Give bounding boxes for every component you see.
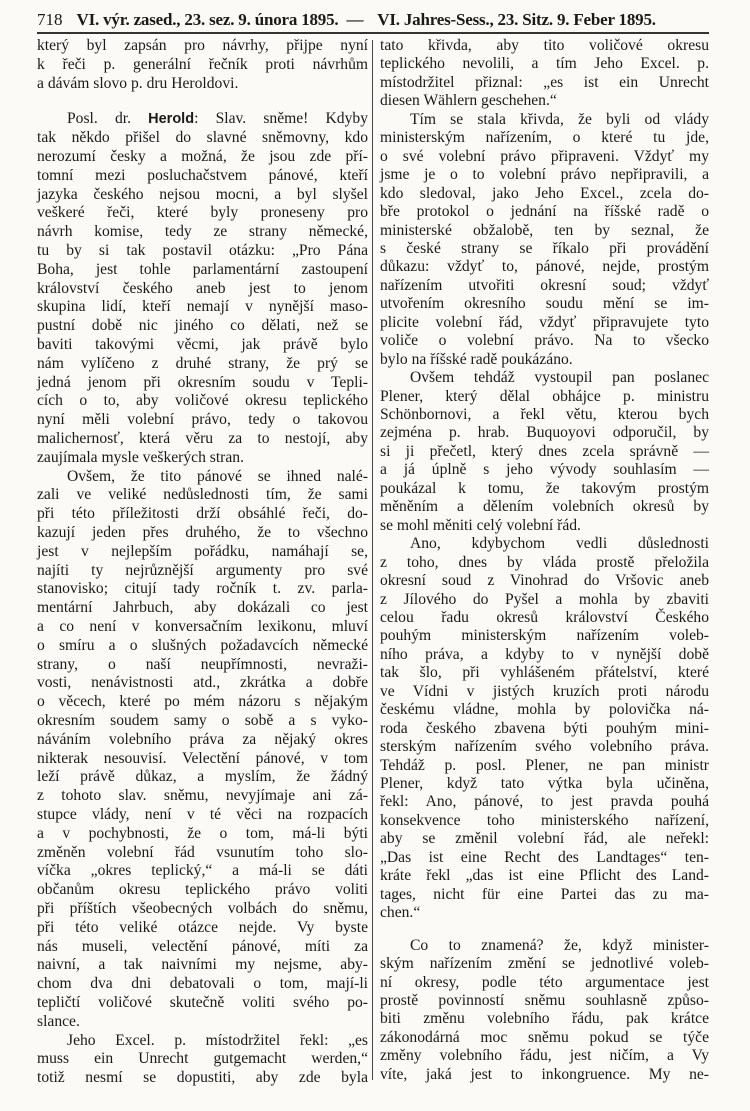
text-line: diesen Wählern geschehen.“ (380, 92, 557, 110)
text-line: jest v nejlepším pořádku, namáhají se, (37, 542, 368, 560)
text-line: Tehdáž p. posl. Plener, ne pan ministr (380, 756, 709, 774)
text-line: Ovšem tehdáž vystoupil pan poslanec (410, 369, 709, 387)
text-line: tak někdo přišel do slavné sněmovny, kdo (37, 129, 368, 147)
text-line: s české strany se říkalo při provádění (380, 239, 709, 257)
text-line: cích o to, aby voličové okresu teplického (37, 392, 368, 410)
text-line: změněn volební řád vsunutím toho slo- (37, 843, 368, 861)
text-line: zejména p. hrab. Buquoyovi odporučil, by (380, 424, 709, 442)
text-line: království českého aneb jest to jenom (37, 279, 368, 297)
text-line: zali ve veliké nedůslednosti tím, že sami (37, 486, 368, 504)
text-line: Tím se stala křivda, že byli od vlády (410, 110, 709, 128)
page-number: 718 (37, 10, 63, 29)
text-line: o smíru a o slušných požadavcích německé (37, 636, 368, 654)
text-line: „Das ist eine Recht des Landtages“ ten- (380, 848, 709, 866)
text-line: místodržitel přiznal: „es ist ein Unrecht (380, 73, 709, 91)
text-line: Co to znamená? že, když minister- (410, 936, 709, 954)
text-line: sterským nařízením svého volebního práva. (380, 738, 709, 756)
text-line: Plener, když tato výtka byla učiněna, (380, 775, 709, 792)
text-line: měněním a dělením volebních okresů by (380, 498, 709, 516)
text-line: slance. (37, 1012, 80, 1030)
text-line: pustní době nic jiného co dělati, než se (37, 317, 368, 335)
text-line: bře protokol o jednání na říšské radě o (380, 203, 709, 221)
text-line: ským nařízením změní se jednotlivé voleb- (380, 955, 709, 973)
text-line: si ji přečetl, který dnes zcela správně — (380, 442, 709, 460)
text-line: teplického nevolili, a tím Jeho Excel. p. (380, 55, 709, 73)
text-line: Jeho Excel. p. místodržitel řekl: „es (67, 1031, 368, 1049)
text-line: změny volebního řádu, jest ničím, a Vy (380, 1047, 709, 1065)
text-line: bylo na říšské radě poukázáno. (380, 350, 573, 368)
running-header (37, 6, 709, 30)
text-line: celou řadu okresů království Českého (380, 608, 709, 626)
text-line: baviti takovými věcmi, jak právě bylo (37, 336, 368, 353)
text-line: při příštích všeobecných volbách do sněmu, (37, 900, 368, 917)
text-line: strany, o naší neupřímnosti, nevraži- (37, 655, 368, 673)
text-line: náváním volebního práva za nějaký okres (37, 730, 368, 748)
line-text: : Slav. sněme! Kdyby (194, 110, 368, 128)
text-line: utvořením okresního soudu mění se im- (380, 295, 709, 313)
text-line: veškeré řeči, které byly proneseny pro (37, 204, 368, 222)
text-line: leží právě důkaz, a myslím, že žádný (37, 768, 368, 786)
header-german: VI. Jahres-Sess., 23. Sitz. 9. Feber 1895. (377, 10, 656, 29)
text-line: návrh komise, tedy ze strany německé, (37, 223, 368, 241)
text-line: skupina lidí, kteří nemají v nynější maso- (37, 298, 368, 316)
text-line: z Jílového do Pyšel a mohla by zbaviti (380, 590, 709, 608)
text-line: tepličtí voličové skutečně voliti svého po- (37, 994, 368, 1011)
text-line: tak šlo, při vyhlášeném přátelství, které (380, 664, 709, 682)
text-line: který byl zapsán pro návrhy, přijpe nyní (37, 37, 368, 54)
text-line: pouhým ministerským nařízením voleb- (380, 627, 709, 645)
text-line: jsme je o to volební právo nepřipravili, a (380, 166, 709, 184)
text-line: voliče o volební právo. Na to všecko (380, 332, 709, 350)
text-line: okresním soudem samy o sobě a s vyko- (37, 712, 368, 729)
text-line: biti změnu volebního řádu, pak krátce (380, 1010, 709, 1028)
text-line: nikterak nesouvisí. Velectění pánové, v tom (37, 749, 368, 767)
text-line: poukázal k tomu, že takovým prostým (380, 479, 709, 497)
text-line: tomní mezi posluchačstvem pánové, kteří (37, 166, 368, 184)
text-line: tages, nicht für eine Partei das zu ma- (380, 885, 709, 903)
text-line: nerozumí česky a možná, že jsou zde pří- (37, 148, 368, 165)
text-line: kdo sledoval, jako Jeho Excel., zcela do- (380, 184, 709, 202)
text-line: a co není v konversačním lexikonu, mluví (37, 618, 368, 635)
text-line: stanovisko; citují tady ročník t. zv. parla- (37, 580, 368, 598)
text-line: ního práva, a kdyby to v nynější době (380, 645, 709, 663)
text-line: ní okresy, podle této argumentace jest (380, 973, 709, 991)
header-rule (37, 32, 709, 34)
text-line: Boha, jest tohle parlamentární zastoupení (37, 260, 368, 278)
text-line: roda českého zbavena býti pouhým mini- (380, 719, 709, 737)
text-line: jedná jenom při okresním soudu v Tepli- (37, 373, 368, 391)
text-line: důkazu: vždyť to, pánové, nejde, prostým (380, 258, 709, 276)
text-line: ministerským nařízením, o které tu jde, (380, 129, 709, 147)
text-line: nařízením utvořiti okresní soud; vždyť (380, 276, 709, 294)
speaker-title: Posl. dr. (67, 110, 149, 128)
text-line: chom dva dni debatovali o tom, mají-li (37, 975, 368, 993)
text-line: nám vylíčeno z druhé strany, že prý se (37, 354, 368, 372)
text-line: Ano, kdybychom vedli důslednosti (410, 535, 709, 553)
text-line: při této příležitosti drží obsáhlé řeči, do- (37, 505, 368, 523)
text-line: ve Vídni v jistých kruzích proti národu (380, 682, 709, 700)
header-czech: VI. výr. zased., 23. sez. 9. února 1895. (76, 10, 339, 29)
text-line: mentární Jahrbuch, aby dokázali co jest (37, 599, 368, 617)
text-line: kazují jeden přes druhého, že to všechno (37, 524, 368, 541)
text-line: tu by si tak postavil otázku: „Pro Pána (37, 242, 368, 259)
text-line: a já úplně s jeho vývody souhlasím — (380, 461, 709, 479)
text-line: z toho, dnes by vláda prostě přeložila (380, 553, 709, 571)
text-line: nás museli, velectění pánové, míti za (37, 937, 368, 955)
text-line: ministerské obžalobě, ten by seznal, že (380, 221, 709, 239)
text-line: víčka „okres teplický,“ a má-li se dáti (37, 862, 368, 880)
text-line: konsekvence toho ministerského nařízení, (380, 811, 709, 829)
text-line: plicite volební řád, vždyť připravujete tyto (380, 313, 709, 331)
text-line: totiž nesmí se dopustiti, aby zde byla (37, 1069, 368, 1087)
text-line: muss ein Unrecht gutgemacht werden,“ (37, 1050, 368, 1068)
text-line: kráte řekl „das ist eine Pflicht des Land- (380, 867, 709, 885)
text-line: z tohoto slav. sněmu, nevyjímaje ani zá- (37, 787, 368, 805)
text-line: o věcech, které po mém názoru s nějakým (37, 693, 368, 711)
text-line: českému vládne, mohla by polovička ná- (380, 701, 709, 719)
column-divider (372, 40, 373, 1080)
text-line: nyní měli volební právo, tedy o takovou (37, 411, 368, 429)
text-line: a dávám slovo p. dru Heroldovi. (37, 74, 239, 92)
text-line: vosti, nenávistnosti atd., zkrátka a dobře (37, 674, 368, 692)
text-line: o své volební právo připraveni. Vždyť my (380, 147, 709, 165)
text-line: chen.“ (380, 904, 421, 922)
text-line: Schönbornovi, a řekl větu, kterou bych (380, 406, 709, 423)
text-line: zákonodárná moc sněmu pokud se týče (380, 1028, 709, 1046)
text-line: malichernosť, která věru za to nestojí, aby (37, 430, 368, 447)
text-line: tato křivda, aby tito voličové okresu (380, 37, 709, 54)
text-line: najíti ty nejrůznější argumenty pro své (37, 561, 368, 579)
text-line: víte, jaká jest to inkongruence. My ne- (380, 1065, 709, 1083)
text-line: se mohl měniti celý volební řád. (380, 516, 581, 534)
text-line: a v pochybnosti, že o tom, má-li býti (37, 824, 368, 842)
text-line: zaujímala mysle veškerých stran. (37, 448, 244, 466)
text-line (37, 109, 368, 129)
text-line: okresní soud z Vinohrad do Vršovic aneb (380, 572, 709, 590)
text-line: řekl: Ano, pánové, to jest pravda pouhá (380, 793, 709, 811)
text-line: při této veliké otázce nejde. Vy byste (37, 918, 368, 936)
text-line: k řeči p. generální řečník proti návrhům (37, 55, 368, 73)
text-line: Ovšem, že tito pánové se ihned nalé- (67, 467, 368, 485)
text-line: naivní, a tak naivními my nejsme, aby- (37, 956, 368, 974)
header-separator: — (346, 10, 364, 29)
text-line: Plener, který dělal obhájce p. ministru (380, 387, 709, 405)
text-line: jazyka českého nejsou mocni, a byl slyšel (37, 185, 368, 203)
text-line: aby se změnil volební řád, ale neřekl: (380, 830, 709, 848)
speaker-name: Herold (148, 111, 195, 128)
text-line: prostě povinností sněmu souhlasně způso- (380, 991, 709, 1009)
text-line: občanům okresu teplického právo voliti (37, 881, 368, 899)
text-line: stupce vlády, není v té věci na rozpacích (37, 806, 368, 823)
